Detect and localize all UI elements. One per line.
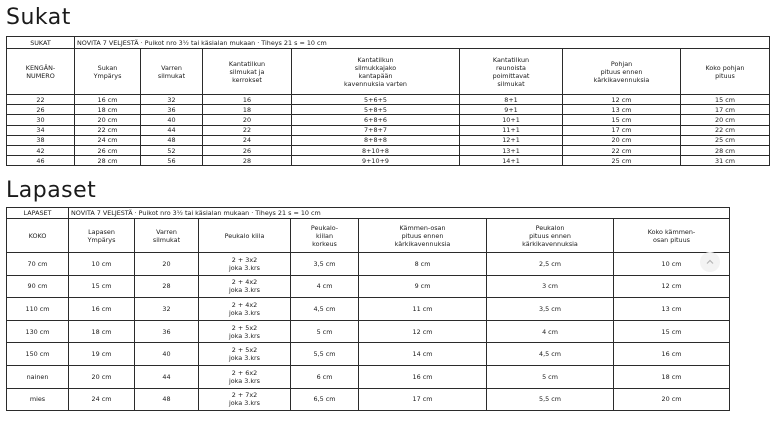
table-cell: 150 cm [7, 343, 69, 366]
table-cell: 11+1 [460, 125, 563, 135]
table-cell: 5,5 cm [487, 388, 614, 411]
table-cell: 12+1 [460, 135, 563, 145]
table-cell: 2 + 5x2 joka 3.krs [199, 320, 291, 343]
lapaset-size-table [6, 207, 730, 411]
table-cell: 20 [135, 253, 199, 276]
table-cell: 15 cm [681, 95, 770, 105]
table-cell: 3,5 cm [291, 253, 359, 276]
table-cell: 36 [141, 105, 203, 115]
column-header: Kantatilkun silmukat ja kerrokset [203, 49, 292, 95]
table-cell: 2 + 7x2 joka 3.krs [199, 388, 291, 411]
column-header: KOKO [7, 219, 69, 253]
table-cell: 42 [7, 145, 75, 155]
table-cell: 18 cm [69, 320, 135, 343]
column-header: Kantatilkun reunoista poimittavat silmukat [460, 49, 563, 95]
table-cell: 12 cm [563, 95, 681, 105]
chevron-up-icon [705, 257, 715, 267]
table-cell: 17 cm [359, 388, 487, 411]
table-cell: 28 [135, 275, 199, 298]
table-cell: 17 cm [681, 105, 770, 115]
table-cell: 48 [141, 135, 203, 145]
table-row [7, 95, 770, 105]
sukat-header-row [7, 49, 770, 95]
table-cell: 20 cm [681, 115, 770, 125]
table-row [7, 145, 770, 155]
table-cell: 13 cm [614, 298, 730, 321]
table-cell: 32 [141, 95, 203, 105]
table-row [7, 343, 730, 366]
column-header: Koko kämmen- osan pituus [614, 219, 730, 253]
table-cell: 2 + 6x2 joka 3.krs [199, 365, 291, 388]
table-cell: 36 [135, 320, 199, 343]
table-cell: 48 [135, 388, 199, 411]
table-cell: 18 cm [75, 105, 141, 115]
table-cell: 13+1 [460, 145, 563, 155]
table-cell: mies [7, 388, 69, 411]
table-cell: 25 cm [563, 156, 681, 166]
table-cell: 5 cm [487, 365, 614, 388]
table-cell: 10 cm [614, 253, 730, 276]
table-cell: 4,5 cm [291, 298, 359, 321]
table-cell: 9 cm [359, 275, 487, 298]
table-cell: 2 + 3x2 joka 3.krs [199, 253, 291, 276]
table-cell: 46 [7, 156, 75, 166]
table-cell: 18 [203, 105, 292, 115]
table-row [7, 320, 730, 343]
table-cell: 9+1 [460, 105, 563, 115]
column-header: Koko pohjan pituus [681, 49, 770, 95]
table-cell: 2 + 4x2 joka 3.krs [199, 298, 291, 321]
sukat-title-cell: SUKAT [7, 37, 75, 49]
table-cell: 20 cm [69, 365, 135, 388]
table-cell: 90 cm [7, 275, 69, 298]
column-header: Lapasen Ympärys [69, 219, 135, 253]
column-header: Peukalon pituus ennen kärkikavennuksia [487, 219, 614, 253]
table-cell: 4,5 cm [487, 343, 614, 366]
table-cell: 16 [203, 95, 292, 105]
lapaset-header-row [7, 219, 730, 253]
table-cell: 16 cm [614, 343, 730, 366]
column-header: Varren silmukat [141, 49, 203, 95]
column-header: Peukalo- kiilan korkeus [291, 219, 359, 253]
lapaset-body [7, 253, 730, 411]
table-cell: 4 cm [487, 320, 614, 343]
table-row [7, 365, 730, 388]
table-cell: 6,5 cm [291, 388, 359, 411]
table-cell: 15 cm [614, 320, 730, 343]
table-cell: 5+6+5 [292, 95, 460, 105]
table-cell: 17 cm [563, 125, 681, 135]
table-cell: 19 cm [69, 343, 135, 366]
table-cell: 22 [203, 125, 292, 135]
table-cell: 31 cm [681, 156, 770, 166]
table-row [7, 253, 730, 276]
table-cell: 24 [203, 135, 292, 145]
table-cell: 40 [135, 343, 199, 366]
column-header: Pohjan pituus ennen kärkikavennuksia [563, 49, 681, 95]
sukat-body [7, 95, 770, 166]
table-cell: 22 cm [681, 125, 770, 135]
table-cell: 7+8+7 [292, 125, 460, 135]
table-cell: 15 cm [563, 115, 681, 125]
table-cell: 9+10+9 [292, 156, 460, 166]
table-cell: 26 [203, 145, 292, 155]
table-cell: 5+8+5 [292, 105, 460, 115]
table-cell: 10+1 [460, 115, 563, 125]
scroll-to-top-button[interactable] [700, 252, 720, 272]
table-cell: 20 cm [563, 135, 681, 145]
table-cell: 3 cm [487, 275, 614, 298]
column-header: Varren silmukat [135, 219, 199, 253]
table-row [7, 125, 770, 135]
table-cell: 24 cm [69, 388, 135, 411]
lapaset-heading: Lapaset [6, 178, 97, 203]
column-header: Peukalo kiila [199, 219, 291, 253]
lapaset-subtitle: NOVITA 7 VELJESTÄ · Puikot nro 3½ tai käsialan mukaan · Tiheys 21 s = 10 cm [69, 208, 730, 219]
table-cell: 22 [7, 95, 75, 105]
table-cell: 44 [141, 125, 203, 135]
table-cell: 34 [7, 125, 75, 135]
table-cell: nainen [7, 365, 69, 388]
table-cell: 26 cm [75, 145, 141, 155]
table-cell: 28 cm [75, 156, 141, 166]
table-row [7, 135, 770, 145]
table-cell: 110 cm [7, 298, 69, 321]
table-cell: 8+10+8 [292, 145, 460, 155]
table-cell: 10 cm [69, 253, 135, 276]
table-row [7, 298, 730, 321]
table-cell: 28 [203, 156, 292, 166]
table-cell: 2 + 4x2 joka 3.krs [199, 275, 291, 298]
table-row [7, 388, 730, 411]
table-row [7, 105, 770, 115]
sukat-heading: Sukat [6, 5, 71, 30]
table-cell: 22 cm [75, 125, 141, 135]
sukat-title-row [7, 37, 770, 49]
table-cell: 6 cm [291, 365, 359, 388]
sukat-size-table [6, 36, 770, 166]
table-cell: 13 cm [563, 105, 681, 115]
table-cell: 22 cm [563, 145, 681, 155]
table-cell: 2 + 5x2 joka 3.krs [199, 343, 291, 366]
table-cell: 14+1 [460, 156, 563, 166]
table-cell: 12 cm [359, 320, 487, 343]
table-cell: 3,5 cm [487, 298, 614, 321]
table-cell: 40 [141, 115, 203, 125]
table-cell: 5,5 cm [291, 343, 359, 366]
table-cell: 30 [7, 115, 75, 125]
lapaset-title-row [7, 208, 730, 219]
table-cell: 25 cm [681, 135, 770, 145]
table-cell: 16 cm [75, 95, 141, 105]
column-header: Kantatilkun silmukkajako kantapään kavennuksia varten [292, 49, 460, 95]
table-cell: 6+8+6 [292, 115, 460, 125]
column-header: Sukan Ympärys [75, 49, 141, 95]
table-cell: 8 cm [359, 253, 487, 276]
table-cell: 28 cm [681, 145, 770, 155]
table-cell: 16 cm [359, 365, 487, 388]
table-cell: 8+8+8 [292, 135, 460, 145]
table-cell: 20 cm [75, 115, 141, 125]
table-row [7, 156, 770, 166]
table-cell: 26 [7, 105, 75, 115]
table-cell: 20 cm [614, 388, 730, 411]
sukat-subtitle: NOVITA 7 VELJESTÄ · Puikot nro 3½ tai käsialan mukaan · Tiheys 21 s = 10 cm [75, 37, 770, 49]
table-cell: 15 cm [69, 275, 135, 298]
table-cell: 70 cm [7, 253, 69, 276]
column-header: KENGÄN- NUMERO [7, 49, 75, 95]
table-cell: 18 cm [614, 365, 730, 388]
table-cell: 38 [7, 135, 75, 145]
table-cell: 32 [135, 298, 199, 321]
table-cell: 8+1 [460, 95, 563, 105]
table-cell: 56 [141, 156, 203, 166]
table-cell: 24 cm [75, 135, 141, 145]
table-cell: 2,5 cm [487, 253, 614, 276]
table-cell: 11 cm [359, 298, 487, 321]
table-row [7, 115, 770, 125]
lapaset-title-cell: LAPASET [7, 208, 69, 219]
table-cell: 12 cm [614, 275, 730, 298]
table-cell: 52 [141, 145, 203, 155]
table-cell: 14 cm [359, 343, 487, 366]
table-cell: 130 cm [7, 320, 69, 343]
table-cell: 44 [135, 365, 199, 388]
column-header: Kämmen-osan pituus ennen kärkikavennuksia [359, 219, 487, 253]
table-cell: 4 cm [291, 275, 359, 298]
table-cell: 16 cm [69, 298, 135, 321]
table-cell: 20 [203, 115, 292, 125]
table-cell: 5 cm [291, 320, 359, 343]
table-row [7, 275, 730, 298]
